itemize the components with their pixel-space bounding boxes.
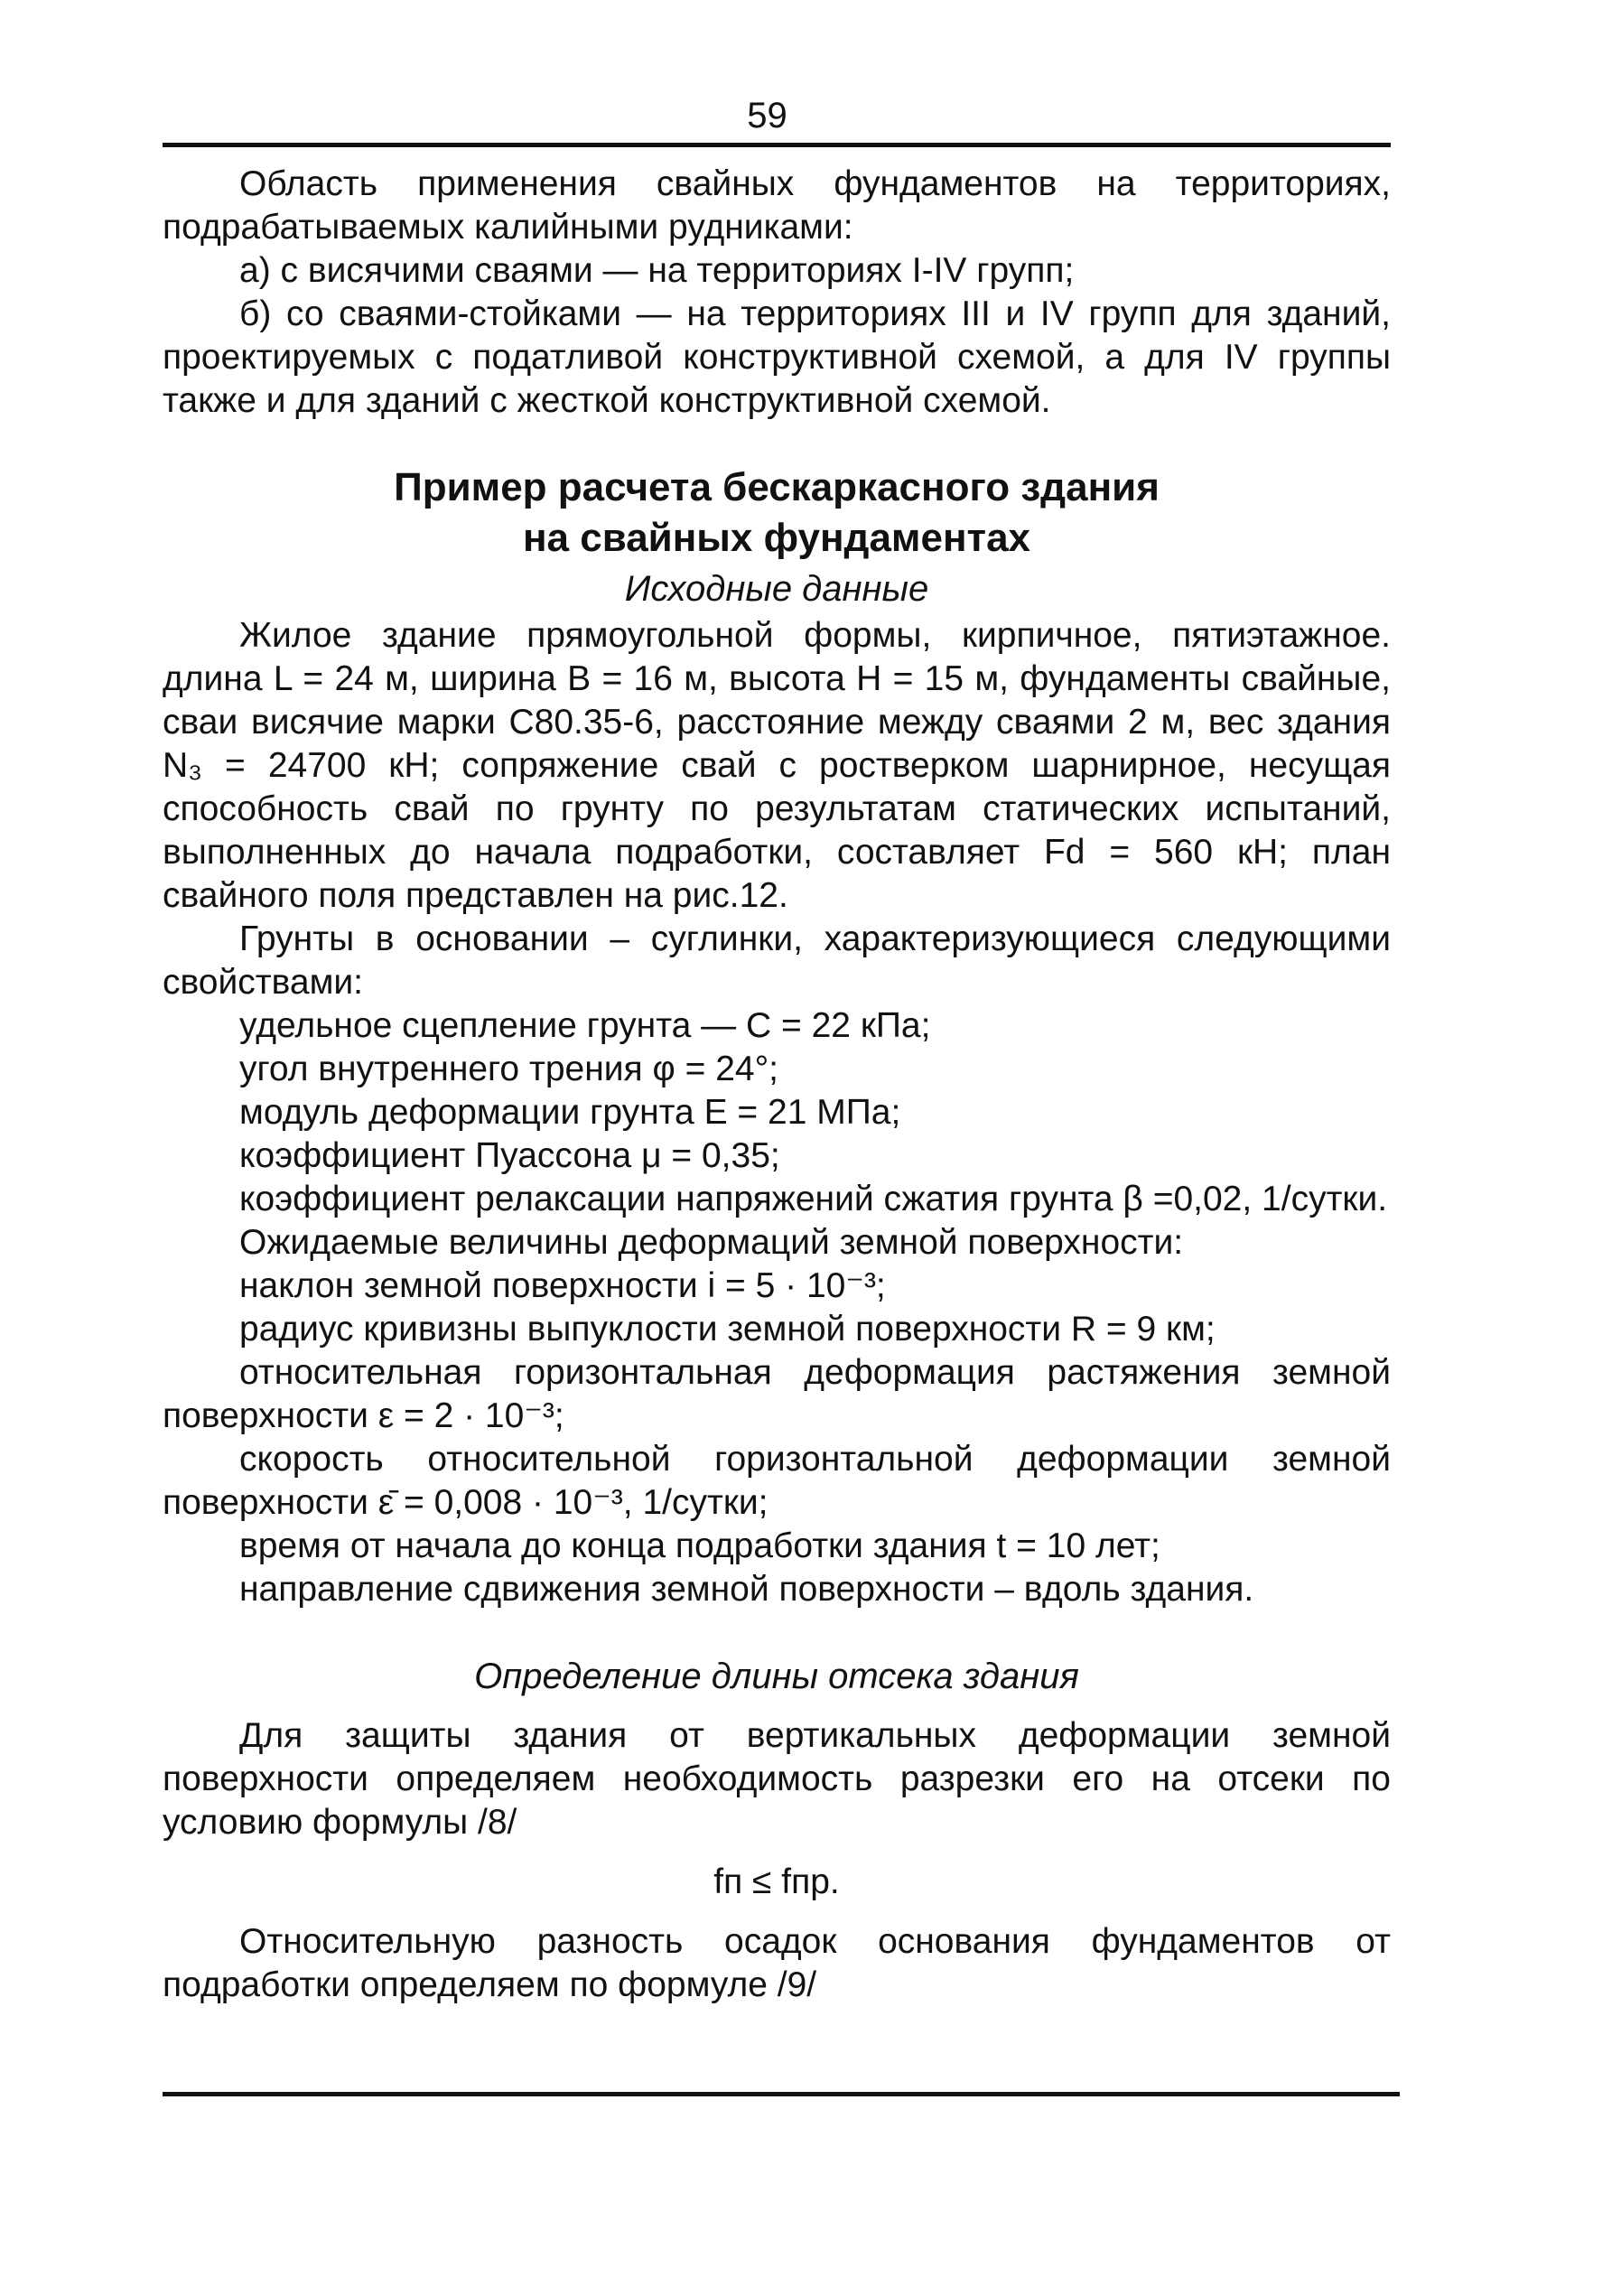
footer-rule <box>163 2092 1400 2096</box>
soil-property-relaxation: коэффициент релаксации напряжений сжатия грунта β =0,02, 1/сутки. <box>239 1180 1388 1218</box>
deformation-strain-rate: скорость относительной горизонтальной деформации земной поверхности ε̄ = 0,008 · 10⁻³, 1/сутки; <box>163 1440 1391 1522</box>
page-number: 59 <box>747 96 787 135</box>
deformation-horizontal-strain: относительная горизонтальная деформация растяжения земной поверхности ε = 2 · 10⁻³; <box>163 1353 1391 1435</box>
deformation-curvature-radius: радиус кривизны выпуклости земной поверхности R = 9 км; <box>239 1310 1216 1349</box>
source-data-paragraph2: Грунты в основании – суглинки, характеризующиеся следующими свойствами: <box>163 919 1391 1002</box>
section-title-line2: на свайных фундаментах <box>522 516 1031 560</box>
soil-property-deformation-modulus: модуль деформации грунта E = 21 МПа; <box>239 1093 901 1132</box>
formula-settlement-condition: fп ≤ fпр. <box>713 1862 840 1901</box>
soil-property-poisson-ratio: коэффициент Пуассона μ = 0,35; <box>239 1136 780 1175</box>
intro-paragraph: Область применения свайных фундаментов на территориях, подрабатываемых калийными рудниками: <box>163 164 1391 247</box>
deformation-tilt: наклон земной поверхности i = 5 · 10⁻³; <box>239 1266 886 1305</box>
spacer <box>163 423 1391 462</box>
soil-property-friction-angle: угол внутреннего трения φ = 24°; <box>239 1050 779 1088</box>
page-body <box>163 163 1391 2007</box>
deformation-direction: направление сдвижения земной поверхности – вдоль здания. <box>239 1570 1254 1609</box>
compartment-paragraph1: Для защиты здания от вертикальных деформации земной поверхности определяем необходимость разрезки его на отсеки по условию формулы /8/ <box>163 1716 1391 1842</box>
spacer <box>163 1611 1391 1651</box>
header-rule <box>163 143 1391 147</box>
intro-item-a: а) с висячими сваями — на территориях I-IV групп; <box>239 251 1075 290</box>
deformation-intro: Ожидаемые величины деформаций земной поверхности: <box>239 1223 1184 1262</box>
compartment-subtitle: Определение длины отсека здания <box>474 1657 1079 1696</box>
deformation-duration: время от начала до конца подработки здания t = 10 лет; <box>239 1526 1160 1565</box>
section-subtitle: Исходные данные <box>624 569 929 609</box>
spacer <box>163 1702 1391 1714</box>
compartment-paragraph2: Относительную разность осадок основания фундаментов от подработки определяем по формуле /9/ <box>163 1922 1391 2004</box>
section-title-line1: Пример расчета бескаркасного здания <box>394 465 1160 509</box>
source-data-paragraph1: Жилое здание прямоугольной формы, кирпичное, пятиэтажное. длина L = 24 м, ширина B = 16 м, высота H = 15 м, фундаменты свайные, сваи висячие марки С80.35-6, расстояние между сваями 2 м, вес здания N₃ = 24700 кН; сопряжение свай с ростверком шарнирное, несущая способность свай по грунту по результатам статических испытаний, выполненных до начала подработки, составляет Fd = 560 кН; план свайного поля представлен на рис.12. <box>163 616 1391 915</box>
spacer <box>163 1908 1391 1920</box>
spacer <box>163 1844 1391 1857</box>
soil-property-cohesion: удельное сцепление грунта — C = 22 кПа; <box>239 1006 931 1045</box>
intro-item-b: б) со сваями-стойками — на территориях III и IV групп для зданий, проектируемых с податливой конструктивной схемой, а для IV группы также и для зданий с жесткой конструктивной схемой. <box>163 294 1391 420</box>
